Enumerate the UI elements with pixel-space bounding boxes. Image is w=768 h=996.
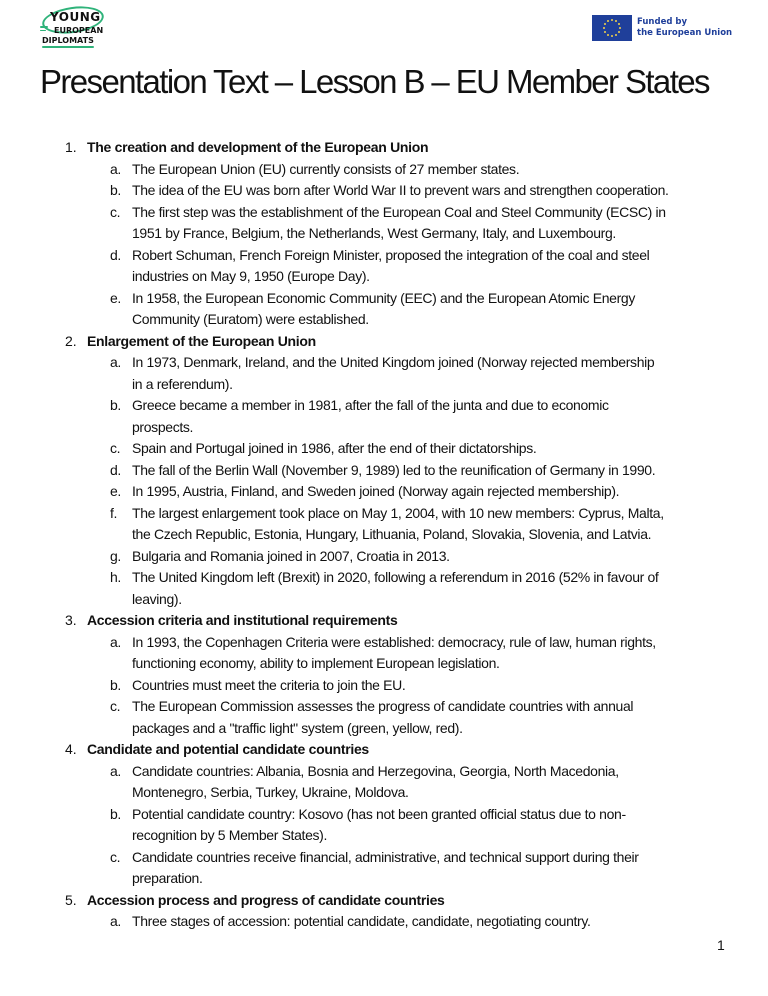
- section-heading: [0, 610, 768, 632]
- section-heading: [0, 739, 768, 761]
- list-item-text-line: The United Kingdom left (Brexit) in 2020, following a referendum in 2016 (52% in favour of: [132, 569, 659, 585]
- list-item-text-line: Greece became a member in 1981, after the fall of the junta and due to economic: [132, 397, 609, 413]
- list-item-text-line: functioning economy, ability to implement European legislation.: [132, 655, 500, 671]
- list-item-letter: e.: [110, 483, 121, 499]
- eu-flag-star: [611, 19, 614, 22]
- list-item-letter: b.: [110, 676, 121, 693]
- list-item: [0, 438, 768, 460]
- list-item-letter: f.: [110, 504, 118, 521]
- section-4: [0, 739, 768, 890]
- list-item-text-line: recognition by 5 Member States).: [132, 827, 328, 843]
- list-item-letter: a.: [110, 762, 121, 779]
- list-item-text-line: The European Commission assesses the progress of candidate countries with annual: [132, 698, 634, 714]
- logo-text-european: EUROPEAN: [54, 26, 104, 35]
- list-item-text-line: The European Union (EU) currently consists of 27 member states.: [132, 160, 520, 177]
- logo-underline: [42, 46, 94, 48]
- section-2: [0, 331, 768, 611]
- section-heading: [0, 890, 768, 912]
- document-body: [0, 137, 768, 933]
- list-item-letter: a.: [110, 633, 121, 650]
- list-item-text-line: The idea of the EU was born after World War II to prevent wars and strengthen cooperation.: [132, 182, 669, 198]
- list-item-text-line: Candidate countries receive financial, administrative, and technical support during their: [132, 848, 639, 865]
- list-item-letter: c.: [110, 848, 121, 865]
- list-item: [0, 847, 768, 890]
- section-heading: [0, 331, 768, 353]
- list-item-text-line: packages and a "traffic light" system (green, yellow, red).: [132, 719, 463, 736]
- section-title: Enlargement of the European Union: [87, 332, 316, 349]
- section-1: [0, 137, 768, 331]
- section-title: Candidate and potential candidate countries: [87, 741, 369, 757]
- eu-flag-icon: [592, 15, 632, 41]
- section-5: [0, 890, 768, 933]
- list-item-letter: a.: [110, 354, 121, 370]
- logo-text-diplomats: DIPLOMATS: [42, 36, 94, 45]
- list-item-letter: g.: [110, 547, 121, 564]
- list-item-text-line: In 1993, the Copenhagen Criteria were established: democracy, rule of law, human rights,: [132, 633, 656, 650]
- eu-flag-star: [618, 31, 621, 34]
- list-item: [0, 481, 768, 503]
- section-title: Accession criteria and institutional requirements: [87, 612, 398, 628]
- list-item-text-line: leaving).: [132, 590, 182, 607]
- list-item: [0, 202, 768, 245]
- list-item-letter: d.: [110, 461, 121, 478]
- list-item: [0, 245, 768, 288]
- young-european-diplomats-logo: [40, 4, 106, 50]
- list-item: [0, 911, 768, 933]
- page-title: Presentation Text – Lesson B – EU Member States: [40, 63, 709, 100]
- list-item-text-line: The fall of the Berlin Wall (November 9, 1989) led to the reunification of Germany in 1990.: [132, 461, 656, 478]
- list-item-letter: c.: [110, 698, 121, 714]
- eu-flag-star: [611, 35, 614, 38]
- list-item-text-line: prospects.: [132, 418, 194, 435]
- eu-flag-star: [604, 31, 607, 34]
- list-item-letter: e.: [110, 289, 121, 306]
- list-item-text-line: Spain and Portugal joined in 1986, after the end of their dictatorships.: [132, 440, 537, 456]
- list-item-text-line: Robert Schuman, French Foreign Minister, proposed the integration of the coal and steel: [132, 246, 650, 263]
- list-item: [0, 288, 768, 331]
- list-item-text-line: Bulgaria and Romania joined in 2007, Croatia in 2013.: [132, 547, 450, 564]
- list-item-letter: b.: [110, 182, 121, 198]
- funding-line-1: Funded by: [637, 17, 688, 27]
- section-number: 4.: [65, 741, 77, 757]
- list-item-letter: a.: [110, 160, 121, 177]
- list-item-letter: a.: [110, 913, 121, 929]
- eu-flag-star: [619, 27, 622, 30]
- list-item-text-line: Countries must meet the criteria to join the EU.: [132, 676, 406, 693]
- list-item-text-line: Potential candidate country: Kosovo (has not been granted official status due to non-: [132, 805, 626, 822]
- list-item-text-line: preparation.: [132, 870, 203, 886]
- eu-flag-star: [607, 20, 610, 23]
- section-number: 3.: [65, 612, 77, 628]
- list-item: [0, 804, 768, 847]
- list-item-text-line: the Czech Republic, Estonia, Hungary, Lithuania, Poland, Slovakia, Slovenia, and Latvia.: [132, 526, 652, 542]
- section-title: The creation and development of the European Union: [87, 139, 429, 155]
- list-item: [0, 180, 768, 202]
- list-item-text-line: In 1995, Austria, Finland, and Sweden joined (Norway again rejected membership).: [132, 483, 620, 499]
- list-item-text-line: The first step was the establishment of the European Coal and Steel Community (ECSC) in: [132, 203, 666, 220]
- section-number: 1.: [65, 139, 77, 155]
- list-item-letter: h.: [110, 569, 121, 585]
- eu-flag-star: [615, 34, 618, 37]
- list-item: [0, 632, 768, 675]
- list-item-text-line: In 1973, Denmark, Ireland, and the United Kingdom joined (Norway rejected membership: [132, 354, 655, 370]
- list-item-text-line: In 1958, the European Economic Community (EEC) and the European Atomic Energy: [132, 289, 636, 306]
- eu-flag-star: [618, 23, 621, 26]
- eu-flag-star: [604, 23, 607, 26]
- list-item-text-line: Community (Euratom) were established.: [132, 311, 369, 327]
- section-title: Accession process and progress of candidate countries: [87, 891, 445, 908]
- list-item-text-line: Montenegro, Serbia, Turkey, Ukraine, Moldova.: [132, 784, 409, 800]
- list-item: [0, 460, 768, 482]
- list-item: [0, 675, 768, 697]
- logo-speed-lines-icon: [40, 26, 50, 34]
- section-number: 2.: [65, 332, 77, 349]
- list-item: [0, 352, 768, 395]
- funding-line-2: the European Union: [637, 28, 733, 38]
- page-header: [0, 0, 768, 56]
- page-number: 1: [717, 937, 725, 953]
- list-item: [0, 567, 768, 610]
- list-item-letter: d.: [110, 246, 121, 263]
- section-heading: [0, 137, 768, 159]
- eu-flag-star: [607, 34, 610, 37]
- list-item-text-line: industries on May 9, 1950 (Europe Day).: [132, 268, 370, 284]
- list-item: [0, 395, 768, 438]
- list-item-letter: c.: [110, 203, 121, 220]
- list-item: [0, 159, 768, 181]
- list-item-text-line: in a referendum).: [132, 375, 233, 392]
- list-item-text-line: Candidate countries: Albania, Bosnia and Herzegovina, Georgia, North Macedonia,: [132, 762, 619, 779]
- list-item: [0, 503, 768, 546]
- eu-flag-star: [615, 20, 618, 23]
- funding-text: [637, 17, 732, 39]
- list-item-letter: b.: [110, 805, 121, 822]
- list-item-letter: c.: [110, 440, 121, 456]
- list-item: [0, 761, 768, 804]
- section-number: 5.: [65, 891, 77, 908]
- eu-funding-badge: [592, 15, 732, 41]
- eu-flag-star: [603, 27, 606, 30]
- list-item-text-line: 1951 by France, Belgium, the Netherlands, West Germany, Italy, and Luxembourg.: [132, 225, 616, 241]
- list-item-text-line: Three stages of accession: potential candidate, candidate, negotiating country.: [132, 913, 591, 929]
- list-item-letter: b.: [110, 397, 121, 413]
- list-item-text-line: The largest enlargement took place on May 1, 2004, with 10 new members: Cyprus, Malta,: [132, 504, 664, 521]
- section-3: [0, 610, 768, 739]
- list-item: [0, 696, 768, 739]
- logo-text-young: YOUNG: [50, 10, 101, 24]
- list-item: [0, 546, 768, 568]
